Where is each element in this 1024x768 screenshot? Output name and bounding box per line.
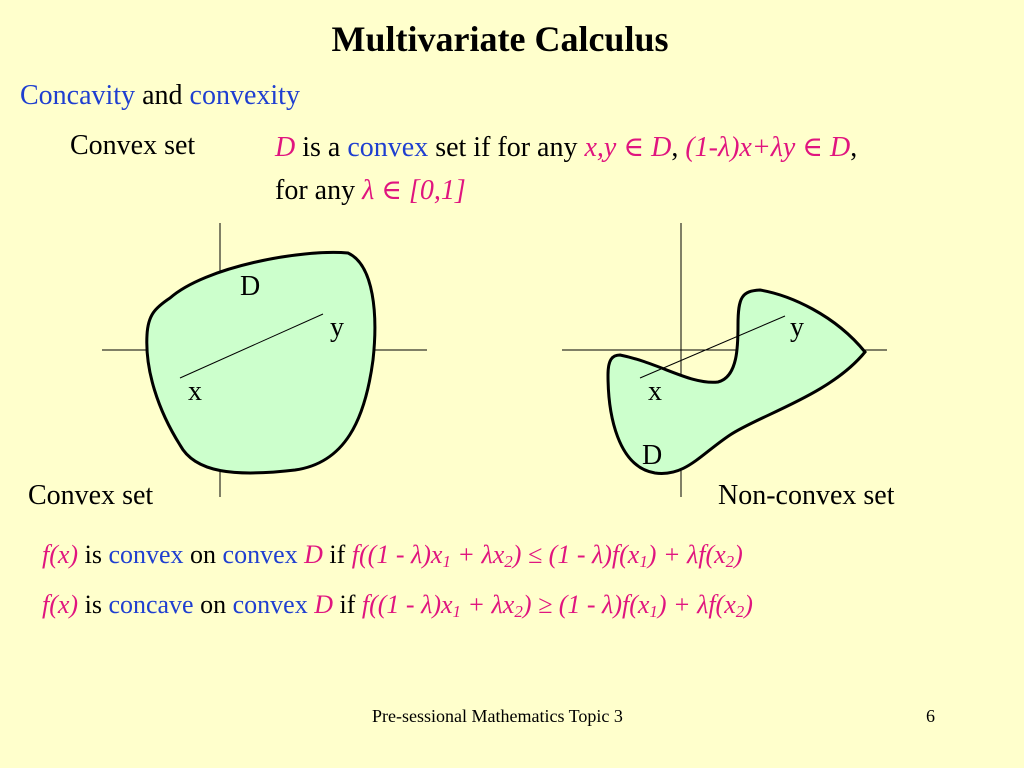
definition-comma-2: , [850, 132, 858, 163]
footer-text: Pre-sessional Mathematics Topic 3 [372, 706, 623, 726]
non-convex-set-caption: Non-convex set [718, 480, 895, 511]
definition-for-any: for any [275, 175, 356, 206]
subtitle-convexity: convexity [189, 80, 300, 111]
convex-rule-on: on [190, 540, 217, 569]
definition-is-a: is a [302, 132, 341, 163]
subtitle-and: and [142, 80, 183, 111]
page-number: 6 [926, 706, 935, 726]
concave-rule-fx: f(x) [42, 590, 79, 619]
convex-set-caption: Convex set [28, 480, 154, 511]
non-convex-point-x: x [648, 376, 662, 407]
concave-rule-formula: $f((1 - \lambda)x_1 + \lambda x_2) \ge (1 - \lambda)f(x_1) + \lambda f(x_2)$ [361, 590, 753, 622]
convex-rule-if: if [329, 540, 346, 569]
convex-region-label: D [240, 271, 261, 302]
concave-rule-convex: convex [232, 590, 308, 619]
non-convex-region-label: D [642, 440, 663, 471]
concave-rule-if: if [339, 590, 356, 619]
convex-region [147, 252, 375, 473]
convex-point-y: y [330, 312, 344, 343]
convex-rule-fx: f(x) [42, 540, 79, 569]
convex-rule-convex: convex [222, 540, 298, 569]
slide-title: Multivariate Calculus [331, 19, 669, 59]
definition-label: Convex set [70, 130, 196, 161]
concave-rule-D: D [314, 590, 333, 619]
concave-rule-kind: concave [108, 590, 194, 619]
definition-combination: (1-λ)x+λy ∈ D [685, 132, 851, 163]
convex-rule-is: is [84, 540, 102, 569]
non-convex-point-y: y [790, 312, 804, 343]
definition-xy-in-D: x,y ∈ D [584, 132, 672, 163]
concave-rule-on: on [200, 590, 227, 619]
convex-rule-formula: $f((1 - \lambda)x_1 + \lambda x_2) \le (1 - \lambda)f(x_1) + \lambda f(x_2)$ [351, 540, 743, 572]
convex-diagram [102, 223, 427, 497]
convex-function-rule [42, 540, 743, 572]
convex-rule-kind: convex [108, 540, 184, 569]
definition-set-if: set if for any [435, 132, 578, 163]
convex-point-x: x [188, 376, 202, 407]
definition-line-1 [275, 130, 857, 164]
definition-D: D [275, 132, 296, 163]
convexity-diagrams [0, 215, 1024, 505]
slide-subtitle [20, 80, 300, 112]
definition-lambda-range: λ ∈ [0,1] [362, 175, 466, 206]
definition-line-2 [275, 173, 466, 207]
concave-rule-is: is [84, 590, 102, 619]
definition-comma-1: , [671, 132, 679, 163]
convex-rule-D: D [304, 540, 323, 569]
non-convex-diagram [562, 223, 887, 497]
definition-convex: convex [347, 132, 429, 163]
concave-function-rule [42, 590, 753, 622]
subtitle-concavity: Concavity [20, 80, 136, 111]
